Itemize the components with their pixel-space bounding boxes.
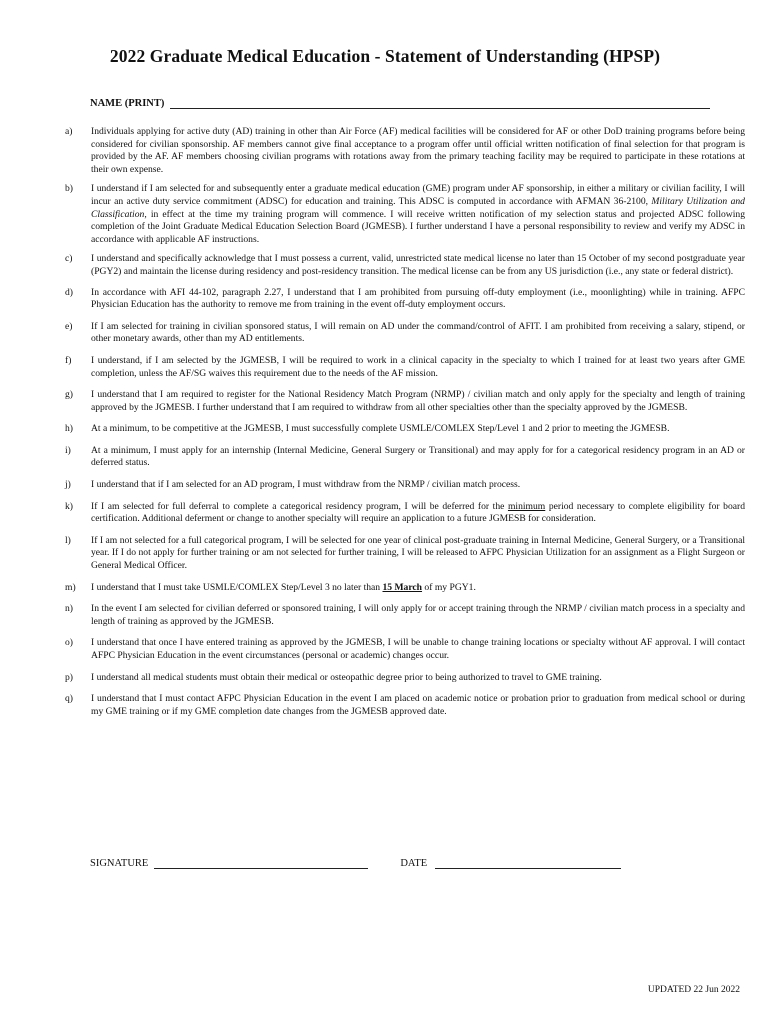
statement-item-b [65, 183, 745, 246]
item-text: If I am selected for training in civilian sponsored status, I will remain on AD under the command/control of AFIT. I am prohibited from receiving a salary, stipend, or other monetary awards, other than my AD entitlements. [91, 320, 745, 345]
statement-item-k [65, 501, 745, 526]
name-print-field[interactable] [170, 98, 710, 109]
item-letter: b) [65, 183, 73, 195]
statement-item-i [65, 445, 745, 470]
updated-date: UPDATED 22 Jun 2022 [647, 985, 740, 995]
statement-item-o [65, 637, 745, 662]
item-letter: i) [65, 444, 71, 456]
item-text: I understand and specifically acknowledge that I must possess a current, valid, unrestricted state medical license no later than 15 October of my second postgraduate year (PGY2) and maintain the license during residency and post-residency transition. The medical license can be from any US jurisdiction (i.e., any state or federal district). [91, 253, 745, 277]
statement-item-q [65, 693, 745, 718]
item-text: I understand, if I am selected by the JGMESB, I will be required to work in a clinical capacity in the specialty to which I trained for at least two years after GME completion, unless the AF/SG waives this requirement due to the needs of the AF mission. [91, 354, 745, 379]
statement-list [65, 126, 745, 718]
item-text: If I am not selected for a full categorical program, I will be selected for one year of clinical post-graduate training in Internal Medicine, General Surgery, or a Transitional year. If I do not apply for further training or am not selected for further training, I will be released to AFPC Physician Utilization for an assignment as a Flight Surgeon or General Medical Officer. [91, 534, 745, 572]
item-text-part: , in effect at the time my training program will commence. I will receive written notification of my selection status and projected ADSC following completion of the Joint Graduate Medical Education Selection Board (JGMESB). I further understand I have a personal responsibility to review and verify my ADSC in accordance with applicable AF instructions. [91, 208, 745, 245]
item-letter: o) [65, 637, 73, 649]
item-text-bold-underlined: 15 March [382, 581, 423, 593]
item-letter: p) [65, 671, 73, 683]
item-text-underlined: minimum [507, 500, 546, 512]
item-text [91, 501, 745, 526]
item-text: At a minimum, I must apply for an internship (Internal Medicine, General Surgery or Transitional) and may apply for for a categorical residency program in an AD or deferred status. [91, 444, 745, 469]
item-letter: m) [65, 581, 76, 593]
item-text: I understand that once I have entered training as approved by the JGMESB, I will be unable to change training locations or specialty without AF approval. I will contact AFPC Physician Education in the event circumstances (personal or academic) changes occur. [91, 637, 745, 661]
item-text: In accordance with AFI 44-102, paragraph 2.27, I understand that I am prohibited from pursuing off-duty employment (i.e., moonlighting) while in training. AFPC Physician Education has the authority to remove me from training in the event off-duty employment occurs. [91, 286, 745, 311]
date-field[interactable] [435, 858, 621, 869]
item-text-part: of my PGY1. [422, 581, 476, 593]
item-text: In the event I am selected for civilian deferred or sponsored training, I will only apply for or accept training through the NRMP / civilian match process in a specialty and length of training as approved by the JGMESB. [91, 603, 745, 627]
statement-item-n [65, 603, 745, 628]
document-title: 2022 Graduate Medical Education - Statement of Understanding (HPSP) [109, 46, 661, 66]
item-text: Individuals applying for active duty (AD) training in other than Air Force (AF) medical facilities will be considered for AF or other DoD training programs before being considered for civilian sponsorship. AF members cannot give final acceptance to a program offer until official written notification of final selection for that program is provided by the AF. AF members choosing civilian programs with rotations away from the primary teaching facility may be required to participate in these rotations at their own expense. [91, 126, 745, 175]
item-text: I understand that I am required to register for the National Residency Match Program (NRMP) / civilian match and only apply for the specialty and length of training approved by the JGMESB. I further understand that I am required to withdraw from all other specialties other than the specialty approved by the JGMESB. [91, 389, 745, 413]
statement-item-a [65, 126, 745, 176]
statement-item-g [65, 389, 745, 414]
name-print-label: NAME (PRINT) [90, 98, 165, 109]
date-label: DATE [400, 858, 428, 869]
item-text: I understand that if I am selected for an AD program, I must withdraw from the NRMP / civilian match process. [91, 479, 521, 491]
item-text: At a minimum, to be competitive at the JGMESB, I must successfully complete USMLE/COMLEX Step/Level 1 and 2 prior to meeting the JGMESB. [91, 423, 670, 435]
item-letter: c) [65, 253, 73, 265]
item-letter: k) [65, 500, 73, 512]
item-letter: d) [65, 286, 73, 298]
item-text: I understand all medical students must obtain their medical or osteopathic degree prior to being authorized to travel to GME training. [91, 671, 602, 683]
statement-item-p [65, 672, 745, 685]
item-text [91, 582, 745, 595]
item-letter: g) [65, 389, 73, 401]
item-letter: a) [65, 126, 73, 137]
item-letter: n) [65, 603, 73, 615]
item-letter: e) [65, 320, 73, 332]
item-text-part: If I am selected for full deferral to complete a categorical residency program, I will be deferred for the [91, 500, 508, 512]
signature-field[interactable] [154, 858, 368, 869]
statement-item-j [65, 479, 745, 492]
item-text-italic: Military Utilization and Classification [91, 195, 745, 220]
statement-item-e [65, 321, 745, 346]
item-letter: j) [65, 479, 71, 491]
item-letter: h) [65, 423, 73, 435]
item-text-part: I understand if I am selected for and subsequently enter a graduate medical education (GME) program under AF sponsorship, in either a military or civilian facility, I will incur an active duty service commitment (ADSC) for education and training. This ADSC is computed in accordance with AFMAN 36-2100, [91, 183, 745, 207]
signature-label: SIGNATURE [90, 858, 149, 869]
signature-row [90, 858, 621, 869]
item-text [91, 183, 745, 246]
statement-item-m [65, 582, 745, 595]
item-letter: l) [65, 534, 71, 546]
statement-item-c [65, 253, 745, 278]
item-text: I understand that I must contact AFPC Physician Education in the event I am placed on academic notice or probation prior to graduation from medical school or during my GME training or if my GME completion date changes from the JGMESB approved date. [91, 693, 745, 717]
statement-item-f [65, 355, 745, 380]
item-text-part: I understand that I must take USMLE/COMLEX Step/Level 3 no later than [91, 581, 383, 593]
item-text-part: period necessary to complete eligibility for board certification. Additional deferment or change to another specialty will require an application to a future JGMESB for consideration. [91, 500, 745, 525]
name-print-row [90, 98, 710, 109]
statement-item-l [65, 535, 745, 573]
statement-item-d [65, 287, 745, 312]
statement-item-h [65, 423, 745, 436]
item-letter: q) [65, 693, 73, 705]
item-letter: f) [65, 354, 72, 366]
